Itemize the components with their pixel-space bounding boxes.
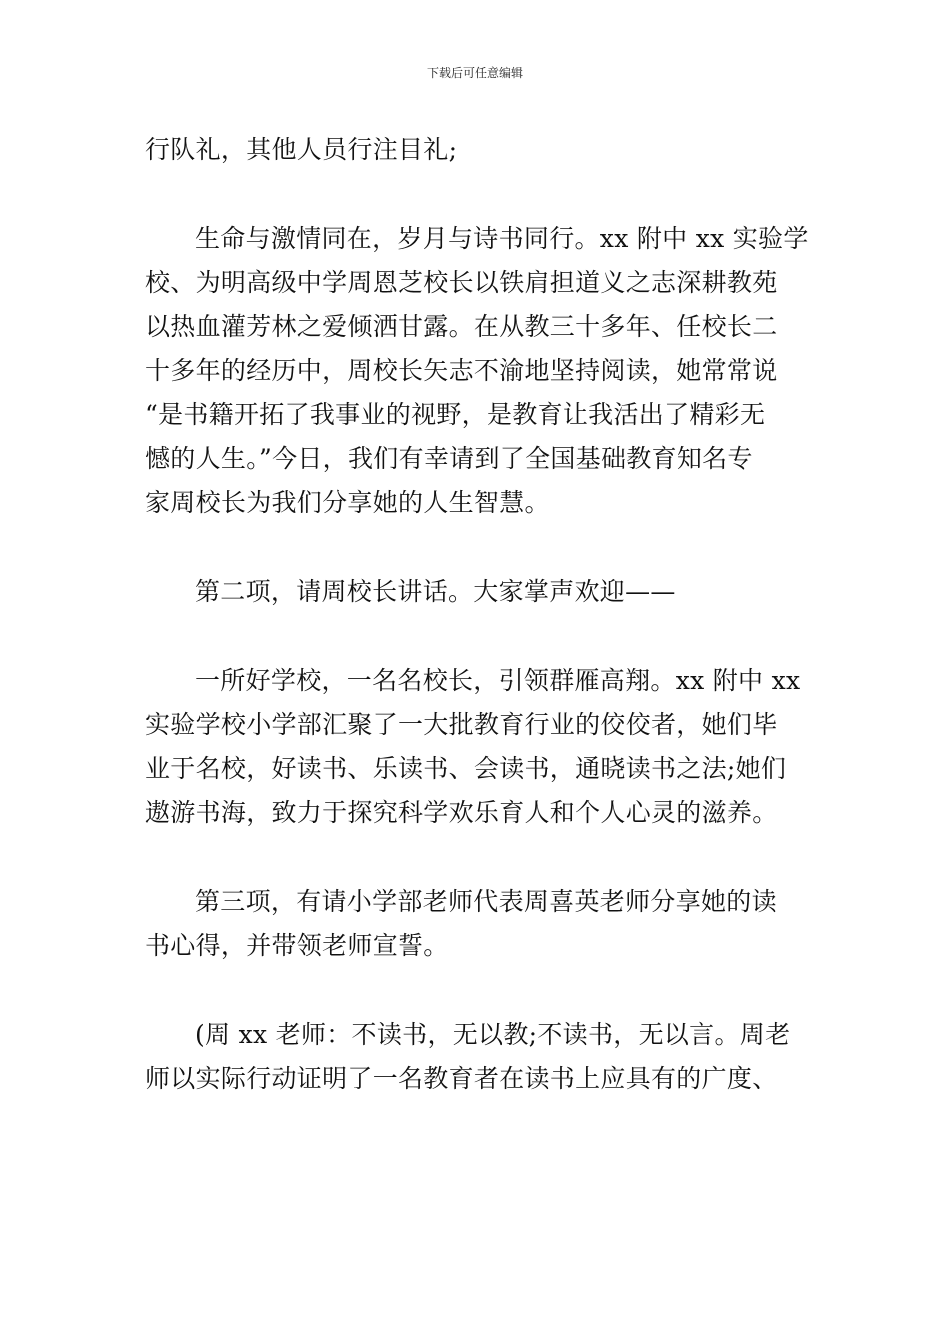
paragraph-5 [145,880,809,968]
text-line: (周 xx 老师：不读书，无以教;不读书，无以言。周老 [195,1020,791,1049]
text-line: 第二项，请周校长讲话。大家掌声欢迎—— [195,577,676,606]
text-line: 家周校长为我们分享她的人生智慧。 [145,488,550,517]
text-line: 一所好学校，一名名校长，引领群雁高翔。xx 附中 xx [195,666,801,695]
text-line: 第三项，有请小学部老师代表周喜英老师分享她的读 [195,887,777,916]
paragraph-3 [145,570,809,614]
paragraph-6 [145,1013,809,1101]
page-header-note: 下载后可任意编辑 [426,66,523,80]
text-line: 以热血灌芳林之爱倾洒甘露。在从教三十多年、任校长二 [145,312,778,341]
text-line: 十多年的经历中，周校长矢志不渝地坚持阅读，她常常说 [145,356,778,385]
text-line: 憾的人生。”今日，我们有幸请到了全国基础教育知名专 [145,444,753,473]
paragraph-2 [145,217,809,525]
text-line: 行队礼，其他人员行注目礼; [145,135,458,164]
text-line: 师以实际行动证明了一名教育者在读书上应具有的广度、 [145,1064,778,1093]
text-line: 书心得，并带领老师宣誓。 [145,931,449,960]
text-line: 生命与激情同在，岁月与诗书同行。xx 附中 xx 实验学 [195,224,809,253]
text-line: 校、为明高级中学周恩芝校长以铁肩担道义之志深耕教苑 [145,268,778,297]
document-body [145,128,809,1146]
text-line: 业于名校，好读书、乐读书、会读书，通晓读书之法;她们 [145,754,787,783]
text-line: 遨游书海，致力于探究科学欢乐育人和个人心灵的滋养。 [145,798,778,827]
text-line: “是书籍开拓了我事业的视野，是教育让我活出了精彩无 [145,400,766,429]
paragraph-4 [145,659,809,835]
text-line: 实验学校小学部汇聚了一大批教育行业的佼佼者，她们毕 [145,710,778,739]
paragraph-1 [145,128,809,172]
